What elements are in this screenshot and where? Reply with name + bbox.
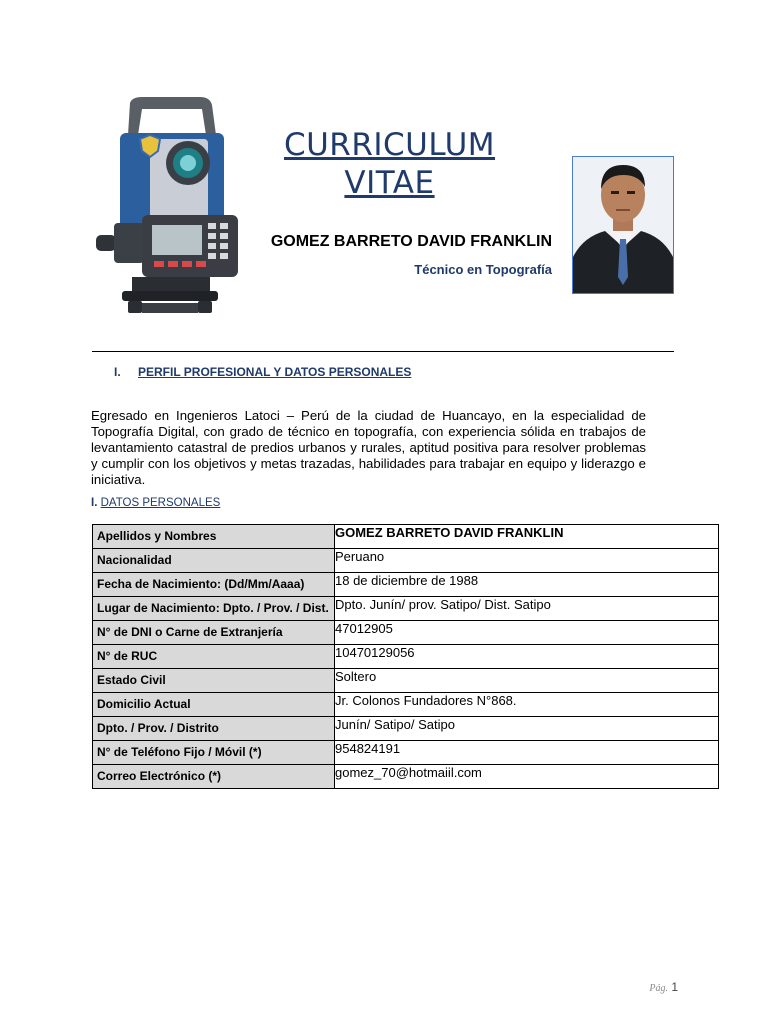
row-label: N° de DNI o Carne de Extranjería bbox=[93, 621, 335, 645]
page-number-value: 1 bbox=[671, 980, 678, 994]
table-row bbox=[93, 645, 719, 669]
header-divider bbox=[92, 351, 674, 352]
section-datos-heading bbox=[91, 497, 220, 509]
section-perfil-heading bbox=[114, 365, 411, 379]
table-row bbox=[93, 621, 719, 645]
table-row bbox=[93, 669, 719, 693]
table-row bbox=[93, 765, 719, 789]
row-value: GOMEZ BARRETO DAVID FRANKLIN bbox=[335, 525, 719, 549]
row-value: 18 de diciembre de 1988 bbox=[335, 573, 719, 597]
section-number: I. bbox=[91, 497, 98, 509]
row-value: 10470129056 bbox=[335, 645, 719, 669]
row-value: Junín/ Satipo/ Satipo bbox=[335, 717, 719, 741]
profile-paragraph: Egresado en Ingenieros Latoci – Perú de la ciudad de Huancayo, en la especialidad de Topografía Digital, con grado de técnico en topografía, con experiencia sólida en trabajos de levantamiento catastral de predios urbanos y rurales, aptitud positiva para resolver problemas y cumplir con los objetivos y metas trazadas, habilidades para trabajar en equipo y liderazgo e iniciativa. bbox=[91, 408, 646, 487]
row-label: N° de RUC bbox=[93, 645, 335, 669]
table-row bbox=[93, 741, 719, 765]
candidate-role: Técnico en Topografía bbox=[414, 262, 552, 277]
row-value: Jr. Colonos Fundadores N°868. bbox=[335, 693, 719, 717]
table-row bbox=[93, 693, 719, 717]
candidate-name: GOMEZ BARRETO DAVID FRANKLIN bbox=[270, 233, 552, 250]
table-row bbox=[93, 717, 719, 741]
total-station-icon bbox=[92, 95, 242, 317]
section-title: DATOS PERSONALES bbox=[100, 497, 221, 509]
row-value: 954824191 bbox=[335, 741, 719, 765]
row-value: Peruano bbox=[335, 549, 719, 573]
personal-data-table bbox=[92, 524, 719, 789]
row-value: Dpto. Junín/ prov. Satipo/ Dist. Satipo bbox=[335, 597, 719, 621]
section-number: I. bbox=[114, 365, 121, 379]
row-label: Dpto. / Prov. / Distrito bbox=[93, 717, 335, 741]
section-title: PERFIL PROFESIONAL Y DATOS PERSONALES bbox=[138, 365, 412, 379]
table-row bbox=[93, 549, 719, 573]
title-line-1: CURRICULUM bbox=[283, 127, 496, 163]
row-label: Estado Civil bbox=[93, 669, 335, 693]
title-line-2: VITAE bbox=[344, 165, 435, 201]
table-row bbox=[93, 597, 719, 621]
document-title bbox=[262, 126, 517, 202]
table-row bbox=[93, 525, 719, 549]
row-value: 47012905 bbox=[335, 621, 719, 645]
row-label: Lugar de Nacimiento: Dpto. / Prov. / Dist. bbox=[93, 597, 335, 621]
table-row bbox=[93, 573, 719, 597]
row-value: gomez_70@hotmaiil.com bbox=[335, 765, 719, 789]
row-label: Apellidos y Nombres bbox=[93, 525, 335, 549]
page-number bbox=[649, 980, 678, 994]
row-label: N° de Teléfono Fijo / Móvil (*) bbox=[93, 741, 335, 765]
row-label: Nacionalidad bbox=[93, 549, 335, 573]
row-label: Correo Electrónico (*) bbox=[93, 765, 335, 789]
row-value: Soltero bbox=[335, 669, 719, 693]
portrait-photo bbox=[572, 156, 674, 294]
row-label: Fecha de Nacimiento: (Dd/Mm/Aaaa) bbox=[93, 573, 335, 597]
row-label: Domicilio Actual bbox=[93, 693, 335, 717]
page-prefix: Pág. bbox=[649, 983, 668, 994]
